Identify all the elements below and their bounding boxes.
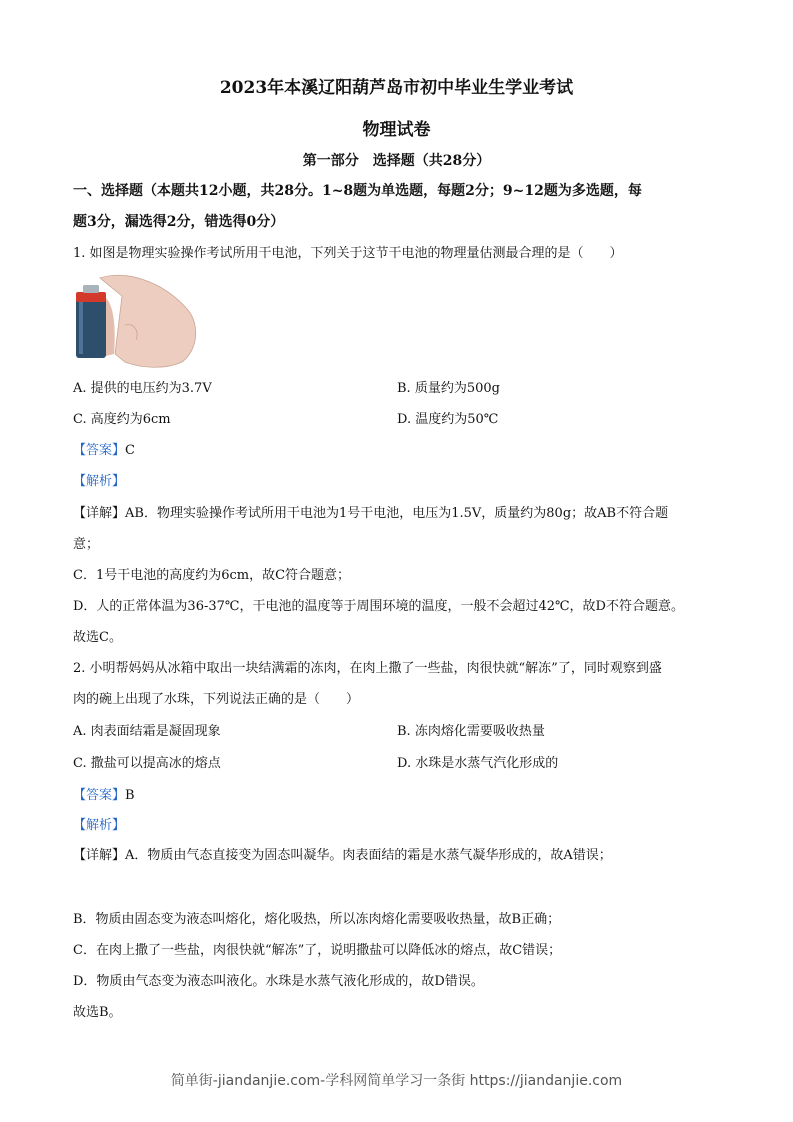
q1-answer-tag: 【答案】 — [73, 443, 126, 458]
q2-detail-2: B．物质由固态变为液态叫熔化，熔化吸热，所以冻肉熔化需要吸收热量，故B正确； — [73, 912, 561, 927]
q1-answer-value: C — [125, 443, 135, 458]
q2-detail-3: C．在肉上撒了一些盐，肉很快就“解冻”了，说明撒盐可以降低冰的熔点，故C错误； — [73, 943, 562, 958]
q2-answer-value: B — [125, 788, 135, 803]
q1-stem: 1. 如图是物理实验操作考试所用干电池，下列关于这节干电池的物理量估测最合理的是（ ） — [73, 246, 623, 261]
q1-answer — [73, 442, 135, 460]
q1-option-b: B. 质量约为500g — [397, 381, 500, 396]
q1-detail-1b: 意； — [73, 537, 100, 552]
exam-subtitle: 物理试卷 — [362, 120, 431, 140]
q2-option-b: B. 冻肉熔化需要吸收热量 — [397, 724, 545, 739]
q2-stem-line-1: 2. 小明帮妈妈从冰箱中取出一块结满霜的冻肉，在肉上撒了一些盐，肉很快就“解冻”了，同时观察到盛 — [73, 661, 662, 676]
q1-detail-tag: 【详解】 — [73, 506, 126, 521]
section-heading-line-1: 一、选择题（本题共12小题，共28分。1~8题为单选题，每题2分；9~12题为多选题，每 — [73, 183, 642, 199]
q1-detail-2: C．1号干电池的高度约为6cm，故C符合题意； — [73, 568, 351, 583]
q1-analysis-tag: 【解析】 — [73, 474, 126, 489]
exam-title: 2023年本溪辽阳葫芦岛市初中毕业生学业考试 — [219, 78, 574, 98]
footer-watermark: 简单街-jiandanjie.com-学科网简单学习一条街 https://jiandanjie.com — [170, 1073, 623, 1089]
q2-stem-line-2: 肉的碗上出现了水珠，下列说法正确的是（ ） — [73, 692, 360, 707]
q1-option-a: A. 提供的电压约为3.7V — [73, 381, 212, 396]
part-heading: 第一部分 选择题（共28分） — [302, 153, 491, 169]
q2-option-a: A. 肉表面结霜是凝固现象 — [73, 724, 221, 739]
q2-answer-tag: 【答案】 — [73, 788, 126, 803]
battery-in-hand-icon — [70, 270, 202, 370]
q2-detail-1-text: A．物质由气态直接变为固态叫凝华。肉表面结的霜是水蒸气凝华形成的，故A错误； — [125, 848, 612, 863]
q2-analysis-tag: 【解析】 — [73, 818, 126, 833]
q1-detail-1-text: AB．物理实验操作考试所用干电池为1号干电池，电压为1.5V，质量约为80g；故AB不符合题 — [125, 506, 669, 521]
q2-option-d: D. 水珠是水蒸气汽化形成的 — [397, 756, 559, 771]
q1-conclusion: 故选C。 — [73, 630, 122, 645]
q1-detail-3: D．人的正常体温为36-37℃，干电池的温度等于周围环境的温度，一般不会超过42℃，故D不符合题意。 — [73, 599, 684, 614]
q1-option-d: D. 温度约为50℃ — [397, 412, 499, 427]
q1-detail-1 — [73, 505, 668, 523]
q2-detail-1 — [73, 847, 612, 865]
section-heading-line-2: 题3分，漏选得2分，错选得0分） — [73, 214, 285, 230]
q2-detail-tag: 【详解】 — [73, 848, 126, 863]
q2-detail-4: D．物质由气态变为液态叫液化。水珠是水蒸气液化形成的，故D错误。 — [73, 974, 484, 989]
q1-option-c: C. 高度约为6cm — [73, 412, 171, 427]
q2-conclusion: 故选B。 — [73, 1005, 122, 1020]
q2-option-c: C. 撒盐可以提高冰的熔点 — [73, 756, 221, 771]
q2-answer — [73, 787, 135, 805]
